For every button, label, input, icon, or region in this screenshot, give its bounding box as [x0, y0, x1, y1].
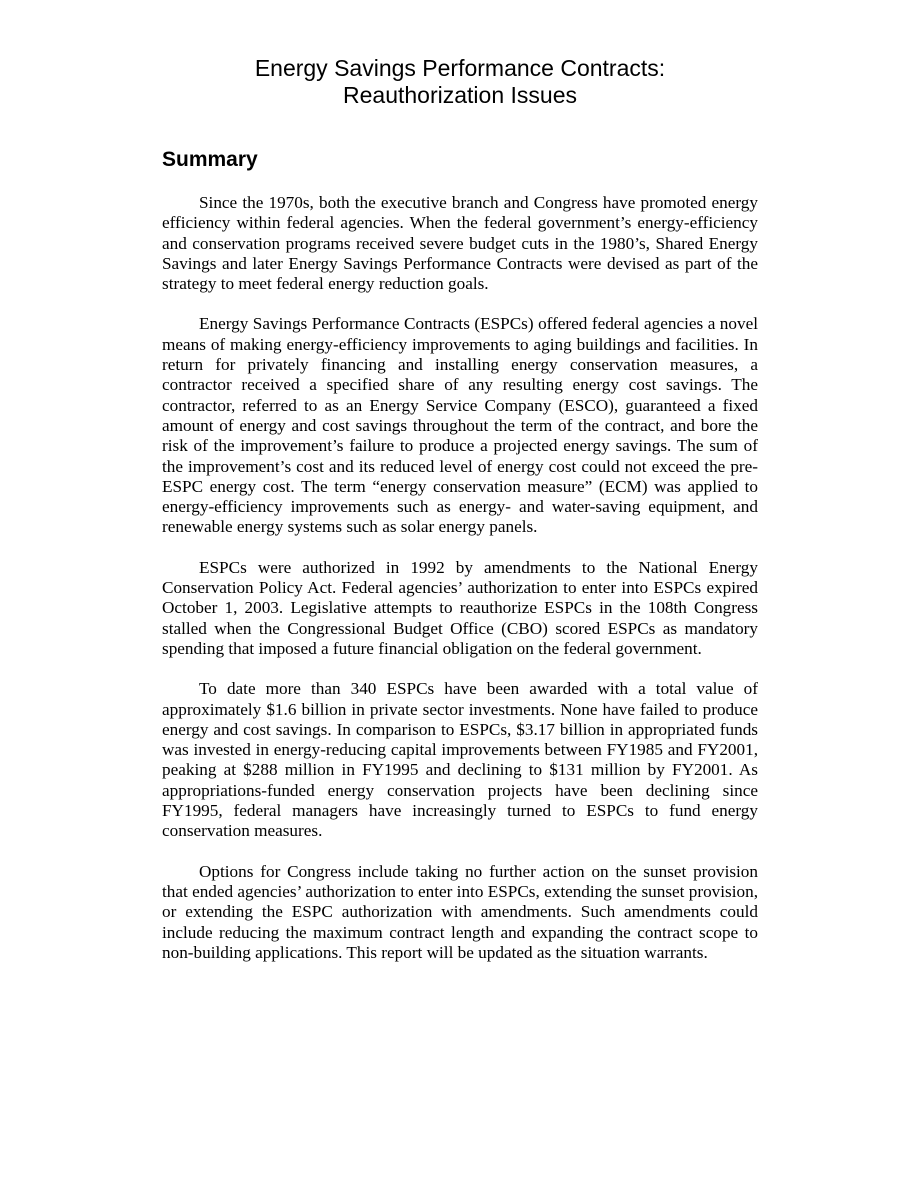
summary-paragraph-3: ESPCs were authorized in 1992 by amendments to the National Energy Conservation Policy Act. Federal agencies’ authorization to enter into ESPCs expired October 1, 2003. Legislative attempts to reauthorize ESPCs in the 108th Congress stalled when the Congressional Budget Office (CBO) scored ESPCs as mandatory spending that imposed a future financial obligation on the federal government. — [162, 557, 758, 658]
document-title-line-2: Reauthorization Issues — [343, 82, 577, 108]
document-title-line-1: Energy Savings Performance Contracts: — [254, 55, 666, 81]
section-heading-summary: Summary — [162, 148, 258, 171]
summary-paragraph-1: Since the 1970s, both the executive branch and Congress have promoted energy efficiency within federal agencies. When the federal government’s energy-efficiency and conservation programs received severe budget cuts in the 1980’s, Shared Energy Savings and later Energy Savings Performance Contracts were devised as part of the strategy to meet federal energy reduction goals. — [162, 193, 758, 294]
summary-paragraph-5: Options for Congress include taking no further action on the sunset provision that ended agencies’ authorization to enter into ESPCs, extending the sunset provision, or extending the ESPC authorization with amendments. Such amendments could include reducing the maximum contract length and expanding the contract scope to non-building applications. This report will be updated as the situation warrants. — [162, 861, 758, 962]
summary-paragraph-4: To date more than 340 ESPCs have been awarded with a total value of approximately $1.6 billion in private sector investments. None have failed to produce energy and cost savings. In comparison to ESPCs, $3.17 billion in appropriated funds was invested in energy-reducing capital improvements between FY1985 and FY2001, peaking at $288 million in FY1995 and declining to $131 million by FY2001. As appropriations-funded energy conservation projects have been declining since FY1995, federal managers have increasingly turned to ESPCs to fund energy conservation measures. — [162, 679, 758, 841]
summary-body — [162, 193, 758, 983]
document-title — [0, 55, 920, 109]
summary-paragraph-2: Energy Savings Performance Contracts (ESPCs) offered federal agencies a novel means of making energy-efficiency improvements to aging buildings and facilities. In return for privately financing and installing energy conservation measures, a contractor received a specified share of any resulting energy cost savings. The contractor, referred to as an Energy Service Company (ESCO), guaranteed a fixed amount of energy and cost savings throughout the term of the contract, and bore the risk of the improvement’s failure to produce a projected energy savings. The sum of the improvement’s cost and its reduced level of energy cost could not exceed the pre-ESPC energy cost. The term “energy conservation measure” (ECM) was applied to energy-efficiency improvements such as energy- and water-saving equipment, and renewable energy systems such as solar energy panels. — [162, 314, 758, 537]
